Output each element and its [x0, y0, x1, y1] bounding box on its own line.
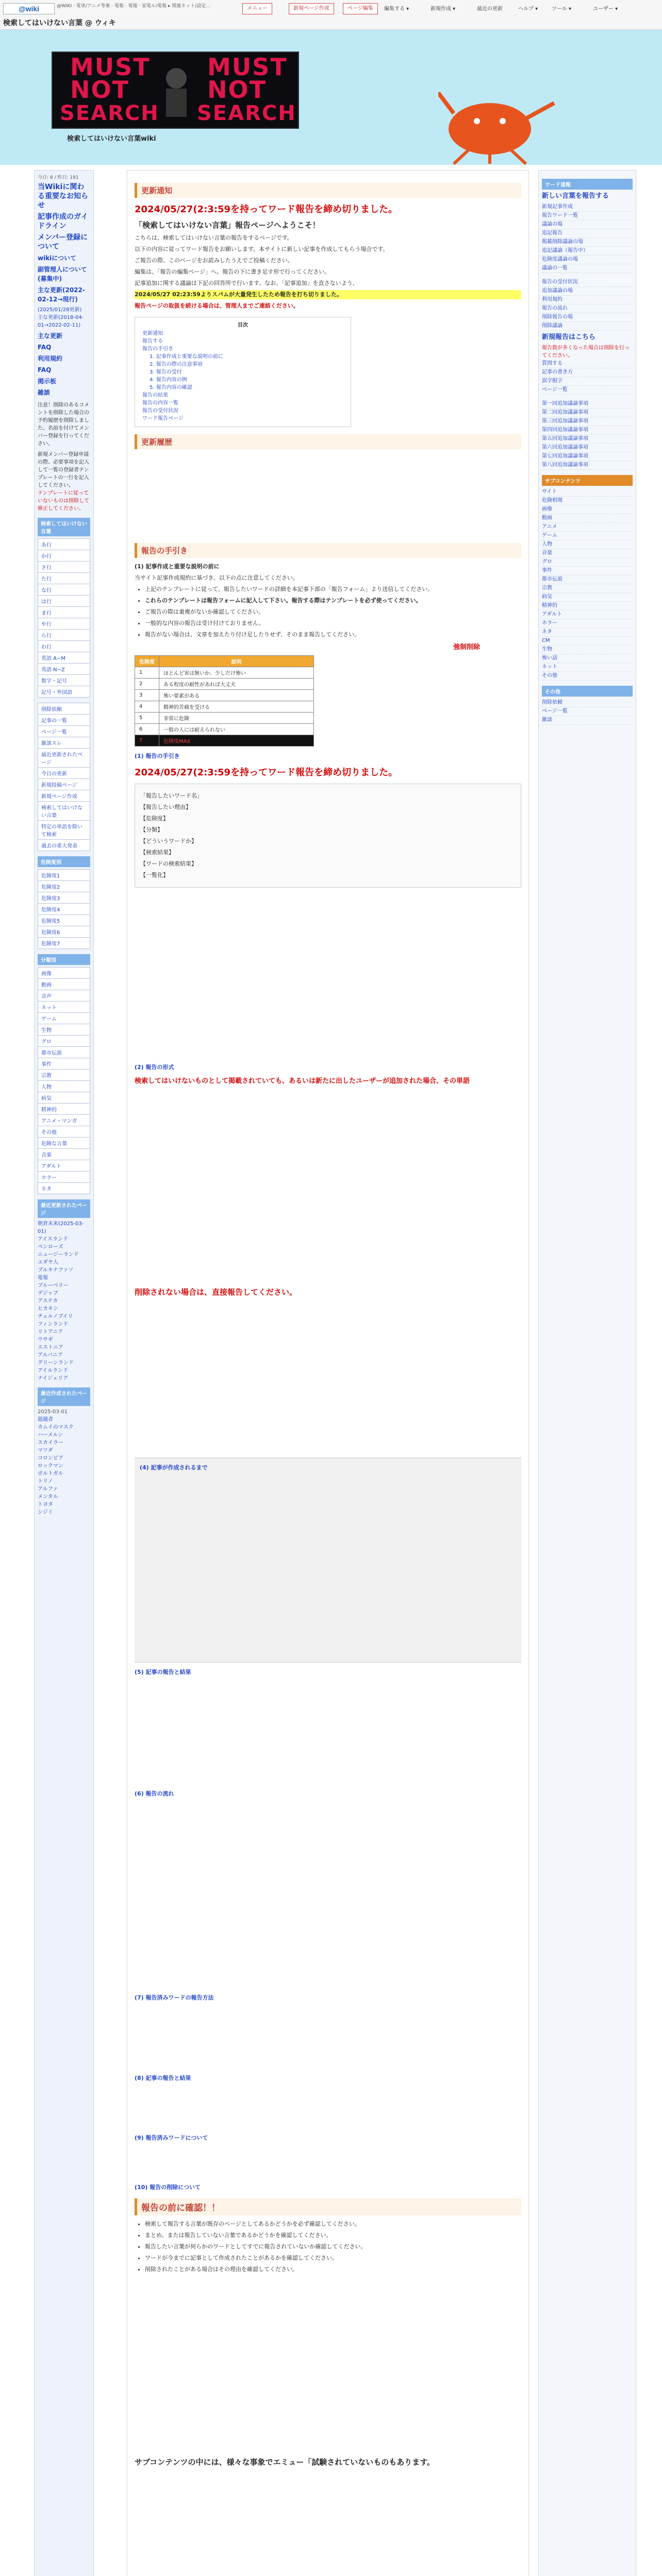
figure-icon: [151, 63, 202, 120]
sub-content-link[interactable]: グロ: [542, 558, 633, 567]
index-link[interactable]: さ行: [41, 565, 52, 571]
table-header: 説明: [159, 656, 314, 667]
recent-link[interactable]: アステカ: [38, 1298, 58, 1304]
nav-link[interactable]: 新規投稿ページ: [41, 783, 77, 788]
sub-content-link[interactable]: 音楽: [542, 549, 633, 558]
recent-link[interactable]: ペンローズ: [38, 1244, 63, 1250]
other-link[interactable]: 削除依頼: [542, 699, 633, 707]
recent-link[interactable]: アイルランド: [38, 1368, 69, 1374]
new-link[interactable]: マツダ: [38, 1448, 53, 1453]
recent-link[interactable]: フィンランド: [38, 1321, 69, 1327]
text-block: [140, 1471, 516, 1657]
subheading: (1) 報告の手引き: [135, 753, 180, 759]
text-block: [135, 1803, 521, 1988]
paragraph: 記事追加に関する議論は下記の回答所で行います。なお、「記事追加」を直さないよう、: [135, 280, 358, 286]
report-link[interactable]: 削除議論: [542, 322, 633, 331]
index-link[interactable]: ら行: [41, 633, 52, 639]
discussion-link[interactable]: 第六回追加議論事項: [542, 444, 633, 452]
danger-link[interactable]: 危険度4: [41, 907, 60, 913]
category-link[interactable]: その他: [41, 1130, 57, 1136]
paragraph: こちらは、検索してはいけない言葉の報告をするページです。: [135, 234, 293, 241]
sub-content-link[interactable]: ホラー: [542, 619, 633, 628]
subheading: (6) 報告の流れ: [135, 1790, 174, 1797]
toc-link[interactable]: 報告する: [142, 338, 163, 344]
report-link[interactable]: 報告ワード一覧: [542, 212, 633, 221]
category-link[interactable]: アニメ・マンガ: [41, 1118, 77, 1124]
toc-link[interactable]: 報告の受付状況: [142, 408, 178, 414]
report-link[interactable]: 議論の一覧: [542, 264, 633, 273]
index-table: [38, 538, 90, 698]
misc-link[interactable]: 質問する: [542, 360, 633, 368]
misc-link[interactable]: ページ一覧: [542, 386, 633, 395]
sidebar-heading: 検索してはいけない言葉: [38, 518, 90, 536]
report-link[interactable]: 新規記事作成: [542, 203, 633, 212]
report-new-link[interactable]: 新しい言葉を報告する: [542, 192, 609, 200]
toc-heading: 目次: [238, 323, 248, 328]
recent-link[interactable]: エストニア: [38, 1345, 63, 1350]
text-block: [135, 1681, 521, 1784]
help-menu[interactable]: ヘルプ ▾: [518, 6, 538, 12]
sidebar-link[interactable]: 主な更新(2018-04-01→2022-02-11): [38, 315, 84, 328]
subheading: (5) 記事の報告と結果: [135, 1669, 191, 1675]
danger-link[interactable]: 危険度2: [41, 885, 60, 890]
table-row: 1 ほとんど害は無いか、少しだけ怖い: [135, 667, 314, 679]
category-link[interactable]: 病気: [41, 1096, 52, 1101]
discussion-link[interactable]: 第八回追加議論事項: [542, 461, 633, 470]
table-row: 6 一般の人には耐えられない: [135, 724, 314, 735]
category-link[interactable]: グロ: [41, 1039, 52, 1045]
breadcrumb[interactable]: @WIKI · 電車/アニメ等案 · 電報 · 電報 · 家電ル/電報 ▸ 関連ネット/設定…: [57, 4, 211, 9]
section-heading: 更新履歴: [135, 434, 521, 449]
category-link[interactable]: ゲーム: [41, 1016, 57, 1022]
sidebar-warning: テンプレートに従っていないものは削除して修正してください。: [38, 490, 89, 512]
guide-item: • 上記のテンプレートに従って、報告したいワードの詳細を本記事下部の「報告フォーム」より送信してください。: [145, 585, 521, 594]
report-link[interactable]: 掲載削除議論の場: [542, 238, 633, 247]
sidebar-heading: 最近更新されたページ: [38, 1199, 90, 1218]
report-link[interactable]: 危険度議論の場: [542, 256, 633, 264]
check-item: • 削除されたことがある場合はその理由を確認してください。: [145, 2265, 521, 2274]
sidebar-note: 注意！削除のあるコメントを削除した場合の予約履歴を削除しました。名前を付けてメンバー登録を行ってください。: [38, 402, 89, 447]
sidebar-link-terms[interactable]: 利用規約: [38, 355, 63, 362]
sub-content-link[interactable]: CM: [542, 637, 633, 646]
other-link[interactable]: ページ一覧: [542, 707, 633, 716]
discussion-link[interactable]: 第七回追加議論事項: [542, 452, 633, 461]
sub-content-link[interactable]: アダルト: [542, 611, 633, 619]
logo-text: SEARCH: [197, 101, 296, 125]
site-title[interactable]: 検索してはいけない言葉 @ ウィキ: [3, 19, 116, 27]
category-link[interactable]: 人物: [41, 1084, 52, 1090]
sidebar-link-bbs[interactable]: 掲示板: [38, 378, 57, 385]
index-link[interactable]: あ行: [41, 543, 52, 548]
closing-notice: 2024/05/27(2:3:59を持ってワード報告を締め切りました。: [135, 204, 398, 215]
template-line: 【報告したい理由】: [140, 804, 191, 810]
subheading: (9) 報告済みワードについて: [135, 2134, 208, 2141]
guide-item: • ご報告の際は重複がないか確認してください。: [145, 607, 521, 617]
index-link[interactable]: 英語 A~M: [41, 656, 66, 662]
sub-content-link[interactable]: その他: [542, 672, 633, 681]
sidebar-date: (2025/01/28更新): [38, 307, 82, 313]
sub-content-link[interactable]: 怖い話: [542, 654, 633, 663]
top-toolbar: [0, 0, 662, 30]
text-block: [135, 2276, 521, 2451]
grey-block: [135, 1458, 521, 1663]
sidebar-heading: 分類別: [38, 954, 90, 965]
template-line: 【どういうワードか】: [140, 838, 197, 844]
category-link[interactable]: アダルト: [41, 1164, 62, 1170]
toc-link[interactable]: 4. 報告内容の例: [150, 377, 187, 383]
recent-link[interactable]: 朝倉未来(2025-03-01): [38, 1221, 84, 1234]
sub-content-link[interactable]: 人物: [542, 540, 633, 549]
check-item: • まとめ、または報告していない言葉であるかどうかを確認してください。: [145, 2231, 521, 2240]
misc-link[interactable]: 誤字脱字: [542, 377, 633, 386]
nav-link[interactable]: 雑談スレ: [41, 741, 62, 747]
nav-link[interactable]: 今日の更新: [41, 771, 67, 777]
check-item: • ワードが今までに記事として作成されたことがあるかを確認してください。: [145, 2253, 521, 2263]
toc-link[interactable]: 報告の内容一覧: [142, 400, 178, 406]
delete-warning-2: 削除されない場合は、直接報告してください。: [135, 1287, 297, 1297]
category-link[interactable]: ネタ: [41, 1187, 52, 1192]
category-link[interactable]: 画像: [41, 971, 52, 977]
logo-text: NOT: [70, 76, 129, 104]
menu-button[interactable]: メニュー: [242, 3, 272, 14]
sub-content-link[interactable]: 精神的: [542, 602, 633, 611]
sidebar-link-member[interactable]: メンバー登録について: [38, 233, 88, 251]
recent-link[interactable]: チェルノブイリ: [38, 1314, 73, 1319]
new-link[interactable]: ハーメルン: [38, 1432, 63, 1438]
text-block: [135, 2147, 521, 2178]
category-link[interactable]: 音楽: [41, 1153, 52, 1158]
report-link[interactable]: 利用規約: [542, 296, 633, 304]
logo-text: MUST: [207, 53, 288, 81]
index-link[interactable]: は行: [41, 599, 52, 605]
left-sidebar: [34, 170, 94, 2576]
danger-link[interactable]: 危険度3: [41, 896, 60, 902]
discussion-link[interactable]: 第五回追加議論事項: [542, 435, 633, 444]
sidebar-link-about[interactable]: wikiについて: [38, 255, 77, 262]
recent-link[interactable]: ウサギ: [38, 1337, 53, 1343]
access-counter: 今日: 8 / 昨日: 191: [38, 175, 79, 180]
index-link[interactable]: た行: [41, 577, 52, 582]
recent-link[interactable]: ニュージーランド: [38, 1252, 79, 1258]
table-row: 7 危険度MAX: [135, 735, 314, 747]
sidebar-link-guideline[interactable]: 記事作成のガイドライン: [38, 213, 88, 230]
welcome-heading: 「検索してはいけない言葉」報告ページへようこそ！: [135, 221, 320, 230]
danger-link[interactable]: 危険度1: [41, 873, 60, 879]
index-link[interactable]: 数字・記号: [41, 679, 67, 684]
new-link[interactable]: ポルトガル: [38, 1471, 63, 1477]
sidebar-heading: ワード通報: [542, 179, 633, 190]
new-date: 2025-03-01: [38, 1409, 68, 1415]
report-link[interactable]: 削除報告の場: [542, 313, 633, 322]
template-line: 【危険度】: [140, 815, 169, 822]
main-content: [127, 170, 529, 2576]
sub-content-link[interactable]: アニメ: [542, 523, 633, 532]
index-link[interactable]: か行: [41, 554, 52, 560]
section-heading: 報告の前に確認！！: [135, 2198, 521, 2215]
paragraph: 編集は、「報告の編集ページ」へ。報告の下に書き足す形で行ってください。: [135, 268, 330, 275]
recent-list: [38, 1220, 90, 1382]
report-link[interactable]: 議論の場: [542, 221, 633, 229]
wiki-logo[interactable]: @wiki: [3, 3, 55, 14]
sub-content-link[interactable]: 病気: [542, 593, 633, 602]
sidebar-link-admin[interactable]: 副管理人について(募集中): [38, 266, 87, 282]
text-block: [135, 1091, 521, 1286]
toc-link[interactable]: 報告の手引き: [142, 346, 173, 352]
new-link[interactable]: ロックマン: [38, 1463, 63, 1469]
report-link[interactable]: 報告の流れ: [542, 304, 633, 313]
admin-contact-notice: 報告ページの取扱を続ける場合は、管理人までご連絡ください。: [135, 302, 299, 309]
final-notice: サブコンテンツの中には、様々な事象でエミュー「試験されていないものもあります。: [135, 2458, 435, 2467]
new-link[interactable]: シジミ: [38, 1510, 53, 1515]
category-link[interactable]: 動画: [41, 982, 52, 988]
sidebar-link-notice[interactable]: 当Wikiに関わる重要なお知らせ: [38, 183, 88, 210]
guide-item: • 報告がない場合は、文章を加えたり付け足したりせず、そのまま報告してください。: [145, 630, 521, 639]
text-block: [135, 2087, 521, 2128]
discussion-link[interactable]: 第三回追加議論事項: [542, 417, 633, 426]
sub-content-link[interactable]: 都市伝説: [542, 575, 633, 584]
toc-link[interactable]: 更新通知: [142, 331, 163, 336]
crab-icon: [438, 82, 562, 165]
danger-link[interactable]: 危険度5: [41, 919, 60, 924]
sidebar-heading: 最近作成されたページ: [38, 1387, 90, 1406]
other-link[interactable]: 雑談: [542, 716, 633, 725]
sidebar-link-faq[interactable]: FAQ: [38, 344, 52, 351]
new-link[interactable]: メンタル: [38, 1494, 58, 1500]
history-placeholder: [135, 453, 521, 536]
sub-content-link[interactable]: ゲーム: [542, 532, 633, 540]
sub-content-link[interactable]: ネット: [542, 663, 633, 672]
new-link[interactable]: コロンビア: [38, 1455, 63, 1461]
banner-logo[interactable]: [52, 52, 299, 129]
index-link[interactable]: ま行: [41, 611, 52, 616]
sub-content-link[interactable]: サイト: [542, 488, 633, 497]
recent-link[interactable]: 電報: [38, 1275, 48, 1281]
misc-link[interactable]: 記事の書き方: [542, 368, 633, 377]
category-link[interactable]: 都市伝説: [41, 1050, 62, 1056]
nav-link[interactable]: 削除依頼: [41, 707, 62, 713]
danger-link[interactable]: 危険度7: [41, 941, 60, 947]
category-table: [38, 967, 90, 1194]
spam-notice: 2024/05/27 02:23:59よりスパムが大量発生したため報告を打ち切りました。: [135, 290, 521, 299]
recent-changes-link[interactable]: 最近の更新: [477, 6, 503, 12]
toc-link[interactable]: 報告の結果: [142, 393, 168, 398]
sidebar-link[interactable]: 主な更新: [38, 332, 63, 340]
delete-warning: 検索してはいけないものとして掲載されていても、あるいは新たに出したユーザーが追加された場合、その単語: [135, 1077, 470, 1085]
template-box: [135, 784, 521, 888]
sidebar-link-updates[interactable]: 主な更新(2022-02-12→現行): [38, 286, 85, 303]
sub-content-link[interactable]: 画像: [542, 505, 633, 514]
recent-link[interactable]: ブルーベリー: [38, 1283, 69, 1289]
edit-page-button[interactable]: ページ編集: [343, 3, 378, 14]
sidebar-heading: その他: [542, 686, 633, 697]
text-block: [135, 893, 521, 1058]
guide-item: • 一般的な内容の報告は受け付けておりません。: [145, 619, 521, 628]
recent-link[interactable]: ナイジェリア: [38, 1376, 69, 1381]
nav-link[interactable]: 特定の単語を除いて検索: [41, 824, 82, 838]
danger-table: [38, 869, 90, 949]
recent-link[interactable]: アイスランド: [38, 1236, 68, 1242]
force-delete-label: 強制削除: [453, 643, 480, 651]
recent-link[interactable]: デジャブ: [38, 1291, 58, 1296]
subheading: (2) 報告の形式: [135, 1064, 174, 1071]
new-link[interactable]: アルファ: [38, 1486, 58, 1492]
nav-table: [38, 703, 90, 851]
sidebar-warning: 報告数が多くなった場合は削除を行ってください。: [542, 345, 630, 359]
category-link[interactable]: 事件: [41, 1062, 52, 1067]
recent-link[interactable]: アルバニア: [38, 1352, 63, 1358]
logo-text: NOT: [207, 76, 267, 104]
user-menu[interactable]: ユーザー ▾: [593, 6, 618, 12]
template-line: 【分類】: [140, 826, 163, 833]
sidebar-link-faq2[interactable]: FAQ: [38, 366, 52, 374]
new-report-link[interactable]: 新規報告はこちら: [542, 333, 596, 341]
category-link[interactable]: 危険な言葉: [41, 1141, 67, 1147]
template-line: 【一覧化】: [140, 872, 169, 878]
new-link[interactable]: カムイのマスク: [38, 1425, 74, 1430]
report-link[interactable]: 追加議論の場: [542, 287, 633, 296]
nav-link[interactable]: 検索してはいけない言葉: [41, 805, 82, 819]
report-link[interactable]: 追記報告: [542, 229, 633, 238]
nav-link[interactable]: 新規ページ作成: [41, 794, 77, 800]
category-link[interactable]: ホラー: [41, 1175, 57, 1181]
paragraph: 当サイト記事作成規約に基づき、以下の点に注意してください。: [135, 574, 299, 581]
logo-text: SEARCH: [60, 101, 159, 125]
sidebar-note: 新規メンバー登録申請の際、必要事項を記入して一覧の登録者テンプレートの一行を記入してください。: [38, 452, 89, 488]
subheading: (10) 報告の削除について: [135, 2184, 201, 2191]
paragraph: ご報告の際、このページをお読みしたうえでご投稿ください。: [135, 257, 293, 264]
table-row: 3 怖い要素がある: [135, 690, 314, 701]
new-link[interactable]: 超越者: [38, 1417, 53, 1422]
sub-content-link[interactable]: 動画: [542, 514, 633, 523]
discussion-link[interactable]: 第四回追加議論事項: [542, 426, 633, 435]
sidebar-heading: サブコンテンツ: [542, 475, 633, 486]
new-link[interactable]: スカイラー: [38, 1440, 63, 1446]
report-link[interactable]: 追記議論（報告中）: [542, 247, 633, 256]
sidebar-link-chat[interactable]: 雑談: [38, 389, 51, 396]
nav-link[interactable]: ページ一覧: [41, 730, 67, 735]
subheading: (4) 記事が作成されるまで: [140, 1464, 208, 1471]
create-menu[interactable]: 新規作成 ▾: [431, 6, 456, 12]
sub-content-link[interactable]: ネタ: [542, 628, 633, 637]
new-page-button[interactable]: 新規ページ作成: [289, 3, 334, 14]
report-link[interactable]: 報告の受付状況: [542, 278, 633, 287]
recent-link[interactable]: ユダヤ人: [38, 1260, 58, 1265]
new-link[interactable]: トヨタ: [38, 1502, 53, 1507]
recent-link[interactable]: リトアニア: [38, 1329, 63, 1335]
recent-link[interactable]: ブルキナファソ: [38, 1267, 74, 1273]
text-block: [135, 1298, 521, 1452]
check-item: • 報告したい言葉が何らかのワードとしてすでに報告されていないか確認してください。: [145, 2242, 521, 2251]
toc-link[interactable]: 5. 報告内容の確認: [150, 385, 192, 391]
toc-link[interactable]: 2. 報告の際の注意事項: [150, 362, 203, 367]
category-link[interactable]: 生物: [41, 1028, 52, 1033]
section-heading: 更新通知: [135, 183, 521, 198]
text-block: [135, 2007, 521, 2069]
index-link[interactable]: な行: [41, 588, 52, 594]
index-link[interactable]: 英語 N~Z: [41, 667, 65, 673]
danger-link[interactable]: 危険度6: [41, 930, 60, 936]
nav-link[interactable]: 記事の一覧: [41, 718, 67, 724]
nav-link[interactable]: 最近更新されたページ: [41, 752, 82, 766]
edit-menu[interactable]: 編集する ▾: [384, 6, 409, 12]
subheading: (7) 報告済みワードの報告方法: [135, 1994, 214, 2001]
template-line: 【ワードの検索結果】: [140, 860, 197, 867]
sidebar-heading: 危険度別: [38, 856, 90, 867]
category-link[interactable]: 精神的: [41, 1107, 57, 1113]
nav-link[interactable]: 過去の重大発表: [41, 843, 77, 849]
banner-subtitle: 検索してはいけない言葉wiki: [67, 135, 156, 143]
paragraph: 以下の内容に従ってワード報告をお願いします。本サイトに新しい記事を作成してもらう場合です。: [135, 246, 389, 252]
table-row: 5 非常に危険: [135, 713, 314, 724]
discussion-link[interactable]: 第一回追加議論事項: [542, 400, 633, 409]
subheading: (8) 記事の報告と結果: [135, 2075, 191, 2081]
section-heading: 報告の手引き: [135, 543, 521, 558]
toc-link[interactable]: ワード報告ページ: [142, 416, 184, 421]
subheading: (1) 記事作成と重要な説明の前に: [135, 563, 220, 570]
sub-content-link[interactable]: 事件: [542, 567, 633, 575]
new-list: [38, 1408, 90, 1516]
guide-item: • これらのテンプレートは報告フォームに記入して下さい。報告する際はテンプレートを必ず使ってください。: [145, 596, 521, 605]
template-line: 「報告したいワード名」: [140, 792, 203, 799]
table-row: 4 精神的苦痛を受ける: [135, 701, 314, 713]
tools-menu[interactable]: ツール ▾: [552, 6, 571, 12]
table-of-contents: [135, 317, 351, 427]
toc-link[interactable]: 3. 報告の受付: [150, 369, 182, 375]
closing-notice: 2024/05/27(2:3:59を持ってワード報告を締め切りました。: [135, 767, 398, 778]
table-row: 2 ある程度の耐性があれば大丈夫: [135, 679, 314, 690]
template-line: 【検索結果】: [140, 849, 174, 856]
index-link[interactable]: や行: [41, 622, 52, 628]
logo-text: MUST: [70, 53, 151, 81]
sub-content-link[interactable]: 危険相関: [542, 497, 633, 505]
toc-link[interactable]: 1. 記事作成と重要な説明の前に: [150, 354, 223, 360]
sub-content-link[interactable]: 宗教: [542, 584, 633, 593]
index-link[interactable]: わ行: [41, 645, 52, 650]
discussion-link[interactable]: 第二回追加議論事項: [542, 409, 633, 417]
recent-link[interactable]: グリーンランド: [38, 1360, 74, 1366]
sub-content-link[interactable]: 生物: [542, 646, 633, 654]
check-item: • 検索して報告する言葉が既存のページとしてあるかどうかを必ず確認してください。: [145, 2219, 521, 2229]
danger-level-table: [135, 655, 314, 747]
table-header: 危険度: [135, 656, 159, 667]
index-link[interactable]: 記号・外国語: [41, 690, 72, 696]
category-link[interactable]: 宗教: [41, 1073, 52, 1079]
category-link[interactable]: ネット: [41, 1005, 57, 1011]
new-link[interactable]: トリノ: [38, 1479, 53, 1484]
right-sidebar: [538, 170, 636, 2576]
category-link[interactable]: 音声: [41, 994, 52, 999]
recent-link[interactable]: ヒカキン: [38, 1306, 58, 1312]
